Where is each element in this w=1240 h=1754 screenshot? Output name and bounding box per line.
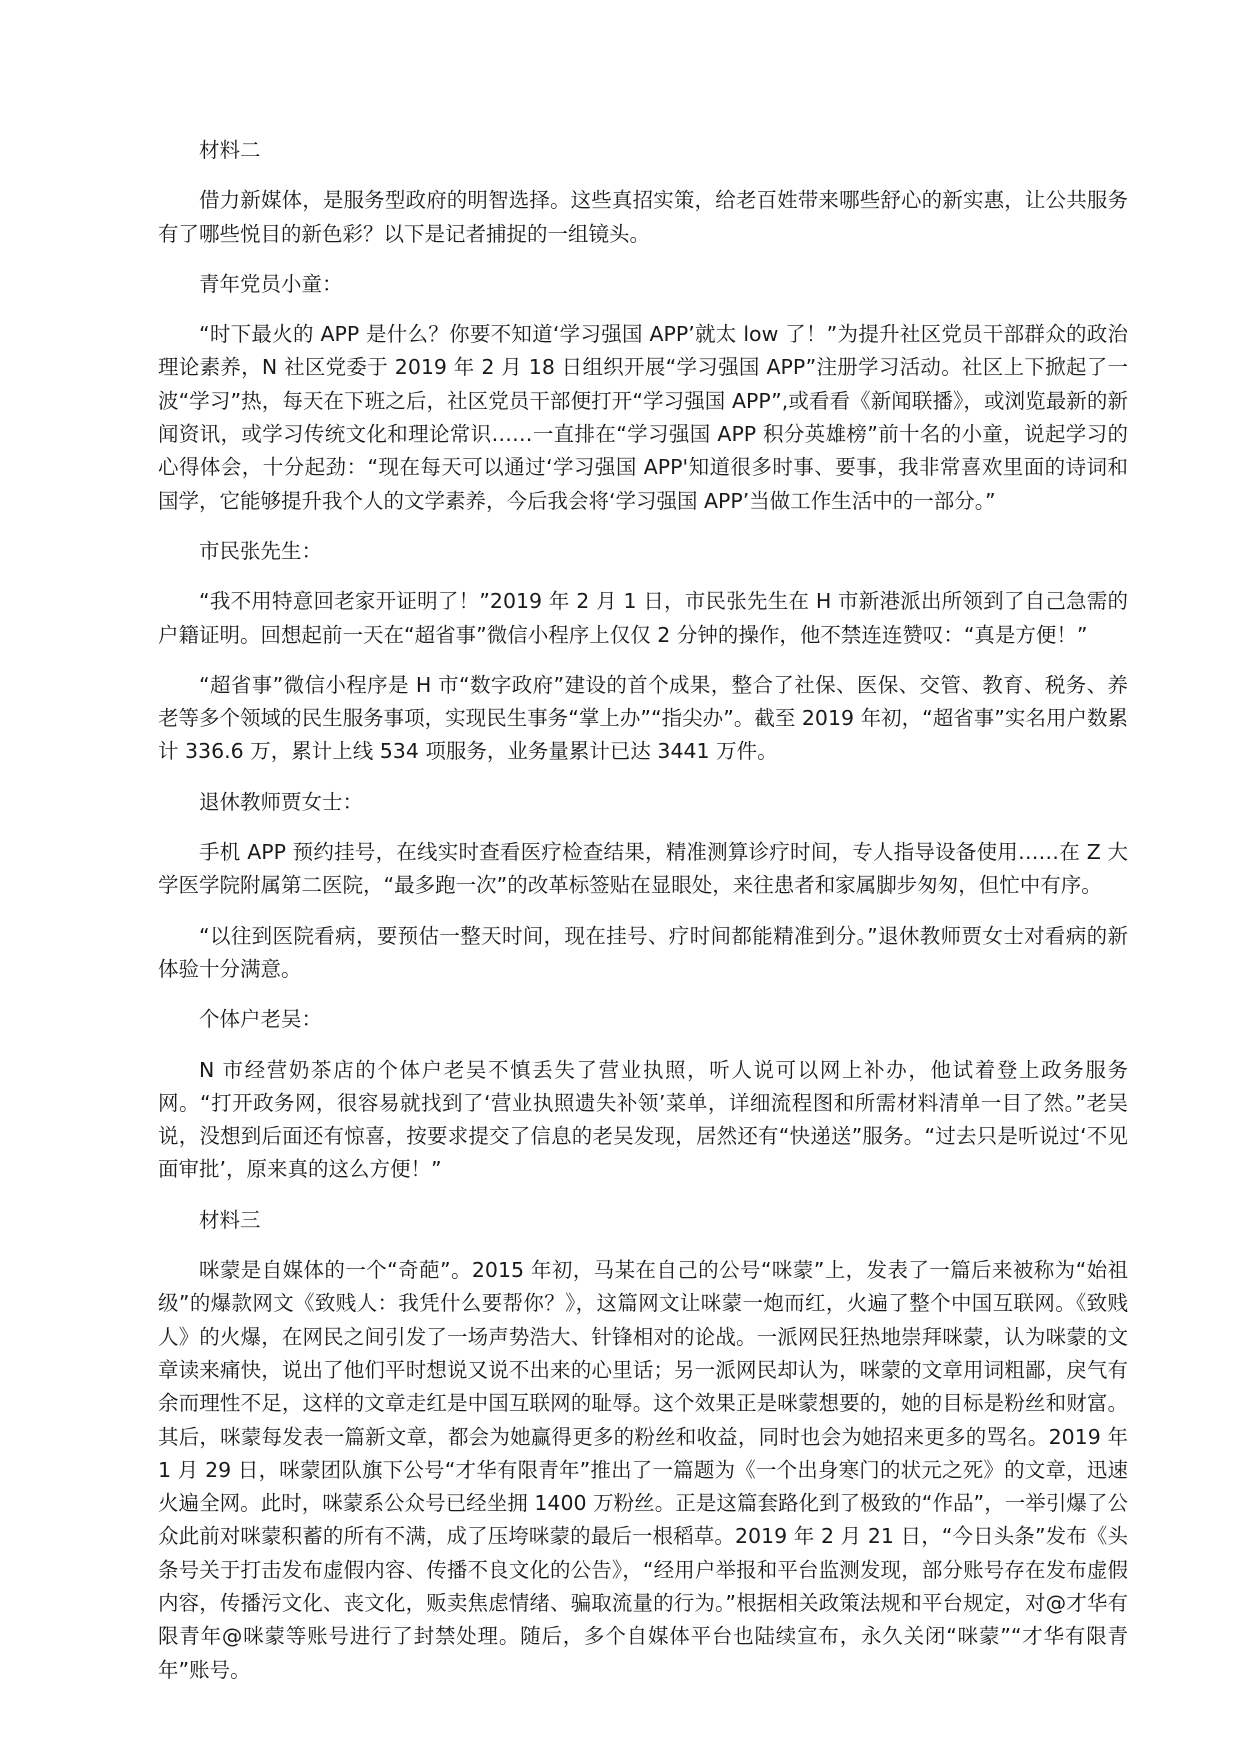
speaker-label: 市民张先生： bbox=[199, 538, 322, 563]
body-paragraph: 借力新媒体，是服务型政府的明智选择。这些真招实策，给老百姓带来哪些舒心的新实惠，让公共服务有了哪些悦目的新色彩？以下是记者捕捉的一组镜头。 bbox=[158, 188, 1128, 246]
speaker-label: 退休教师贾女士： bbox=[199, 789, 363, 814]
body-paragraph: 手机 APP 预约挂号，在线实时查看医疗检查结果，精准测算诊疗时间，专人指导设备使用……在 Z 大学医学院附属第二医院，“最多跑一次”的改革标签贴在显眼处，来往患者和家属脚步匆匆，但忙中有序。 bbox=[158, 840, 1128, 898]
section-heading: 材料三 bbox=[199, 1207, 261, 1232]
body-paragraph: “时下最火的 APP 是什么？你要不知道‘学习强国 APP’就太 low 了！”为提升社区党员干部群众的政治理论素养，N 社区党委于 2019 年 2 月 18 日组织开展“学习强国 APP”注册学习活动。社区上下掀起了一波“学习”热，每天在下班之后，社区党员干部便打开“学习强国 APP”,或看看《新闻联播》，或浏览最新的新闻资讯，或学习传统文化和理论常识……一直排在“学习强国 APP 积分英雄榜”前十名的小童，说起学习的心得体会，十分起劲：“现在每天可以通过‘学习强国 APP'知道很多时事、要事，我非常喜欢里面的诗词和国学，它能够提升我个人的文学素养，今后我会将‘学习强国 APP’当做工作生活中的一部分。” bbox=[158, 322, 1128, 513]
body-paragraph: 咪蒙是自媒体的一个“奇葩”。2015 年初，马某在自己的公号“咪蒙”上，发表了一篇后来被称为“始祖级”的爆款网文《致贱人：我凭什么要帮你？》，这篇网文让咪蒙一炮而红，火遍了整个中国互联网。《致贱人》的火爆，在网民之间引发了一场声势浩大、针锋相对的论战。一派网民狂热地崇拜咪蒙，认为咪蒙的文章读来痛快，说出了他们平时想说又说不出来的心里话；另一派网民却认为，咪蒙的文章用词粗鄙，戾气有余而理性不足，这样的文章走红是中国互联网的耻辱。这个效果正是咪蒙想要的，她的目标是粉丝和财富。其后，咪蒙每发表一篇新文章，都会为她赢得更多的粉丝和收益，同时也会为她招来更多的骂名。2019 年 1 月 29 日，咪蒙团队旗下公号“才华有限青年”推出了一篇题为《一个出身寒门的状元之死》的文章，迅速火遍全网。此时，咪蒙系公众号已经坐拥 1400 万粉丝。正是这篇套路化到了极致的“作品”，一举引爆了公众此前对咪蒙积蓄的所有不满，成了压垮咪蒙的最后一根稻草。2019 年 2 月 21 日，“今日头条”发布《头条号关于打击发布虚假内容、传播不良文化的公告》，“经用户举报和平台监测发现，部分账号存在发布虚假内容，传播污文化、丧文化，贩卖焦虑情绪、骗取流量的行为。”根据相关政策法规和平台规定，对@才华有限青年@咪蒙等账号进行了封禁处理。随后，多个自媒体平台也陆续宣布，永久关闭“咪蒙”“才华有限青年”账号。 bbox=[158, 1258, 1128, 1682]
document-page bbox=[158, 134, 1128, 1704]
body-paragraph: “我不用特意回老家开证明了！”2019 年 2 月 1 日，市民张先生在 H 市新港派出所领到了自己急需的户籍证明。回想起前一天在“超省事”微信小程序上仅仅 2 分钟的操作，他不禁连连赞叹：“真是方便！” bbox=[158, 589, 1128, 647]
section-heading: 材料二 bbox=[199, 138, 261, 162]
body-paragraph: “以往到医院看病，要预估一整天时间，现在挂号、疗时间都能精准到分。”退休教师贾女士对看病的新体验十分满意。 bbox=[158, 923, 1128, 981]
body-paragraph: “超省事”微信小程序是 H 市“数字政府”建设的首个成果，整合了社保、医保、交管、教育、税务、养老等多个领域的民生服务事项，实现民生事务“掌上办”“指尖办”。截至 2019 年初，“超省事”实名用户数累计 336.6 万，累计上线 534 项服务，业务量累计已达 3441 万件。 bbox=[158, 672, 1128, 764]
speaker-label: 个体户老吴： bbox=[199, 1007, 322, 1032]
body-paragraph: N 市经营奶茶店的个体户老吴不慎丢失了营业执照，听人说可以网上补办，他试着登上政务服务网。“打开政务网，很容易就找到了‘营业执照遗失补领’菜单，详细流程图和所需材料清单一目了然。”老吴说，没想到后面还有惊喜，按要求提交了信息的老吴发现，居然还有“快递送”服务。“过去只是听说过‘不见面审批’，原来真的这么方便！” bbox=[158, 1057, 1128, 1182]
speaker-label: 青年党员小童： bbox=[199, 271, 343, 296]
